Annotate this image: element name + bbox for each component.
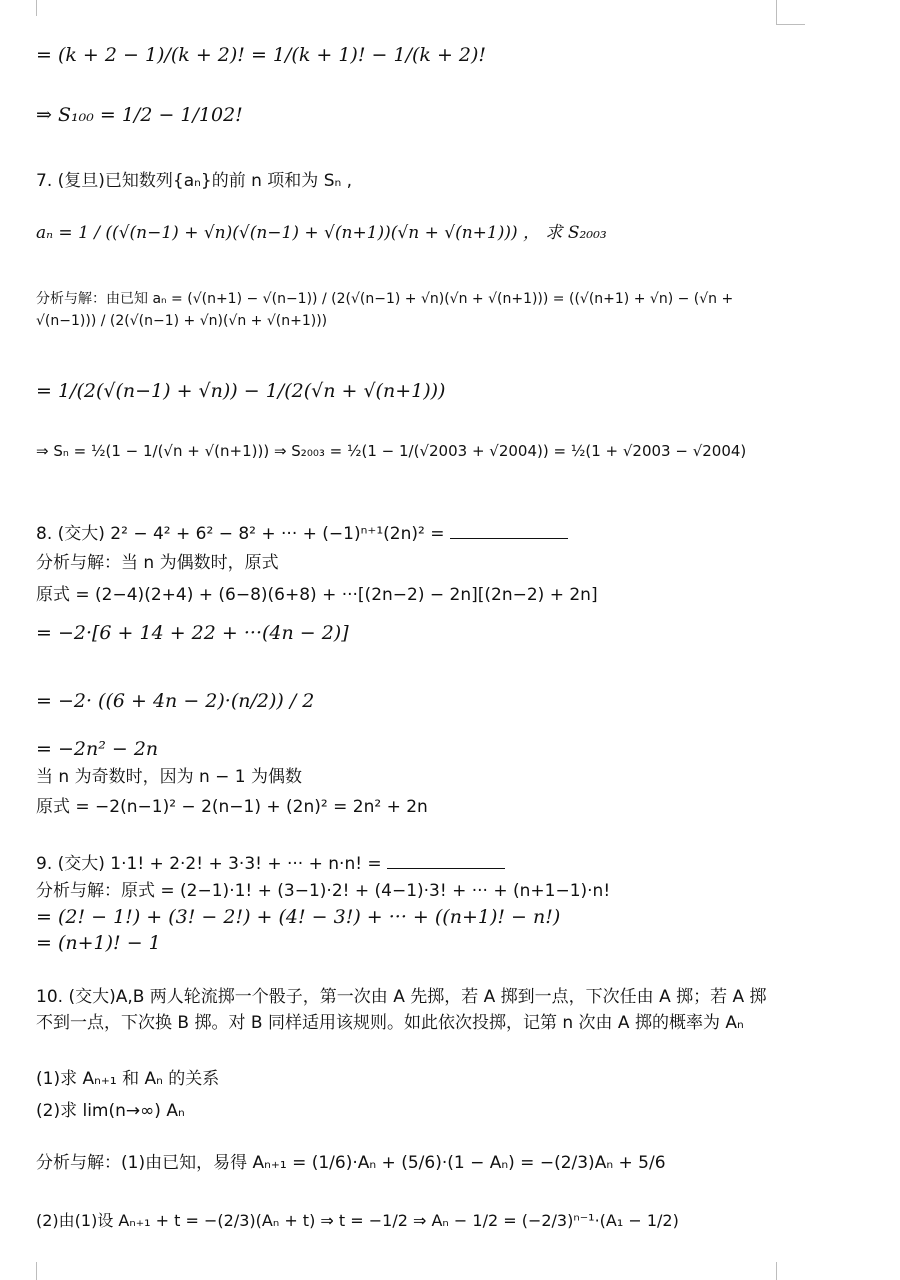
question-8-analysis-3: = −2·[6 + 14 + 22 + ···(4n − 2)] [36,622,349,644]
question-8-analysis-5: = −2n² − 2n [36,738,159,760]
answer-blank [450,520,568,539]
question-7-analysis-3: ⇒ Sₙ = ½(1 − 1/(√n + √(n+1))) ⇒ S₂₀₀₃ = ½(1 − 1/(√2003 + √2004)) = ½(1 + √2003 − √2004) [36,442,747,460]
question-10-analysis-1: 分析与解：(1)由已知，易得 Aₙ₊₁ = (1/6)·Aₙ + (5/6)·(1 − Aₙ) = −(2/3)Aₙ + 5/6 [36,1153,666,1173]
question-8-analysis-4: = −2· ((6 + 4n − 2)·(n/2)) / 2 [36,690,315,712]
question-10-analysis-2: (2)由(1)设 Aₙ₊₁ + t = −(2/3)(Aₙ + t) ⇒ t = −1/2 ⇒ Aₙ − 1/2 = (−2/3)ⁿ⁻¹·(A₁ − 1/2) [36,1211,679,1230]
question-7-title: 7. (复旦)已知数列{aₙ}的前 n 项和为 Sₙ , [36,171,353,191]
answer-blank [387,850,505,869]
crop-mark-top-right [776,0,805,25]
question-7-equation: aₙ = 1 / ((√(n−1) + √n)(√(n−1) + √(n+1))(√n + √(n+1))) ， 求 S₂₀₀₃ [36,223,607,243]
question-9-analysis-3: = (n+1)! − 1 [36,932,161,954]
crop-mark-bottom-left [20,1262,37,1280]
formula-line-1: = (k + 2 − 1)/(k + 2)! = 1/(k + 1)! − 1/(k + 2)! [36,44,487,66]
question-10-part-1: (1)求 Aₙ₊₁ 和 Aₙ 的关系 [36,1069,220,1089]
question-8-title [36,520,568,547]
question-8-analysis-2: 原式 = (2−4)(2+4) + (6−8)(6+8) + ···[(2n−2) − 2n][(2n−2) + 2n] [36,585,598,605]
question-9-title [36,850,505,877]
question-7-analysis-1: 分析与解：由已知 aₙ = (√(n+1) − √(n−1)) / (2(√(n−1) + √n)(√n + √(n+1))) = ((√(n+1) + √n) − (√n + √(n−1))) / (2(√(n−1) + √n)(√n + √(n+1))) [36,291,734,329]
question-8-analysis-6: 当 n 为奇数时，因为 n − 1 为偶数 [36,767,303,787]
question-10-part-2: (2)求 lim(n→∞) Aₙ [36,1101,185,1121]
question-8-analysis-1: 分析与解：当 n 为偶数时，原式 [36,553,279,573]
question-10-text: 10. (交大)A,B 两人轮流掷一个骰子，第一次由 A 先掷，若 A 掷到一点，下次任由 A 掷；若 A 掷不到一点，下次换 B 掷。对 B 同样适用该规则。如此依次投掷，记第 n 次由 A 掷的概率为 Aₙ [36,987,767,1033]
crop-mark-bottom-right [776,1262,805,1280]
question-9-analysis-2: = (2! − 1!) + (3! − 2!) + (4! − 3!) + ··· + ((n+1)! − n!) [36,906,561,928]
question-7-analysis-2: = 1/(2(√(n−1) + √n)) − 1/(2(√n + √(n+1))) [36,380,446,402]
crop-mark-top-left [20,0,37,16]
question-8-title-text: 8. (交大) 2² − 4² + 6² − 8² + ··· + (−1)ⁿ⁺¹(2n)² = [36,524,445,544]
question-9-analysis-1: 分析与解：原式 = (2−1)·1! + (3−1)·2! + (4−1)·3! + ··· + (n+1−1)·n! [36,881,611,901]
question-9-title-text: 9. (交大) 1·1! + 2·2! + 3·3! + ··· + n·n! = [36,854,382,874]
formula-line-2: ⇒ S₁₀₀ = 1/2 − 1/102! [36,104,243,126]
question-8-analysis-7: 原式 = −2(n−1)² − 2(n−1) + (2n)² = 2n² + 2n [36,797,428,817]
